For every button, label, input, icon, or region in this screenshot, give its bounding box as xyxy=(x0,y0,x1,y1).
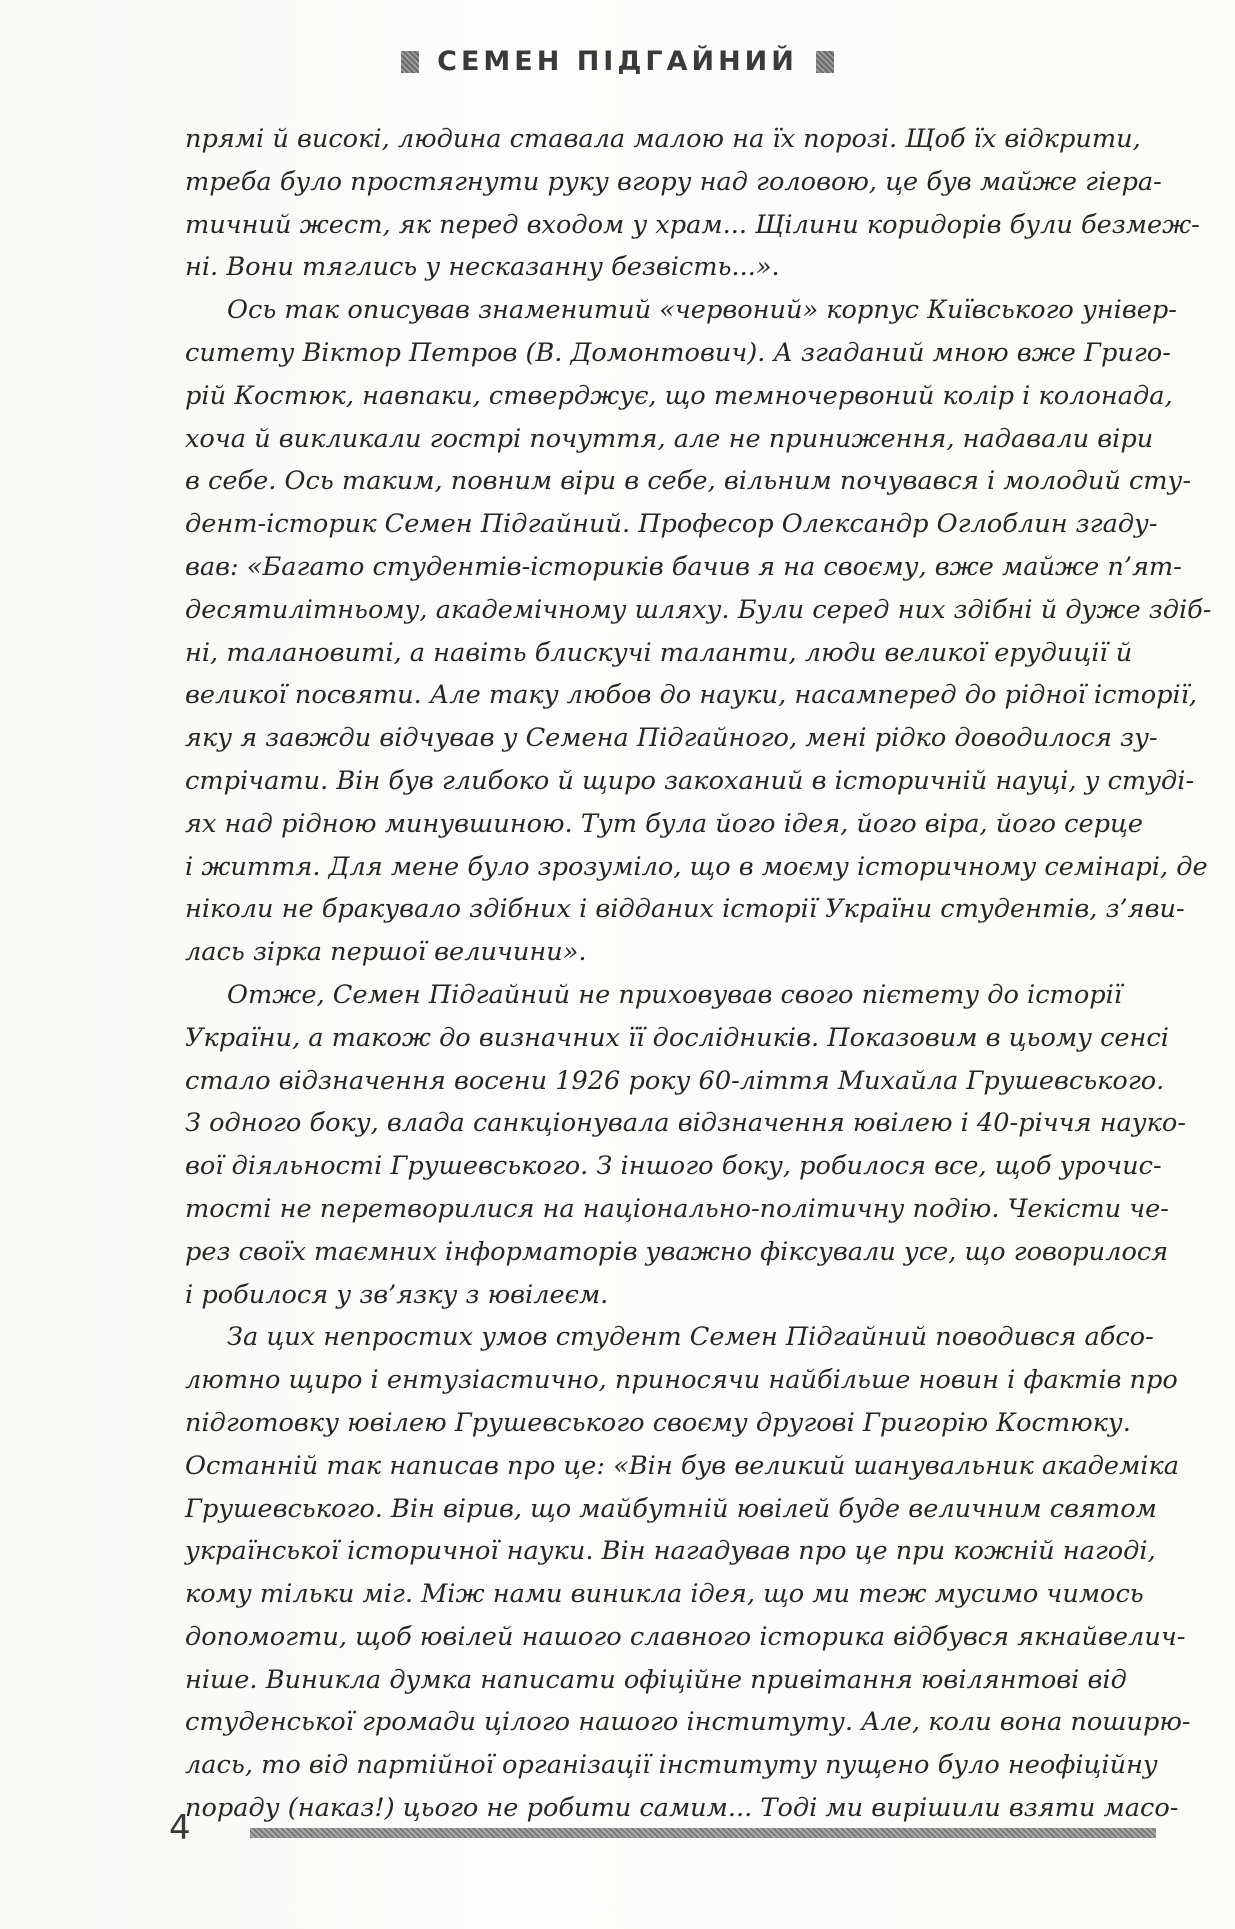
header-ornament-right xyxy=(816,51,834,73)
text-line: лась зірка першої величини». xyxy=(185,937,587,968)
running-header xyxy=(0,46,1235,77)
text-line: хоча й викликали гострі почуття, але не приниження, надавали віри xyxy=(185,423,1154,454)
text-line: великої посвяти. Але таку любов до науки, насамперед до рідної історії, xyxy=(185,680,1198,711)
text-line: допомогти, щоб ювілей нашого славного історика відбувся якнайвелич- xyxy=(185,1621,1186,1652)
text-line: ні, талановиті, а навіть блискучі таланти, люди великої ерудиції й xyxy=(185,637,1133,668)
text-line: ніше. Виникла думка написати офіційне привітання ювілянтові від xyxy=(185,1664,1127,1695)
text-line: стало відзначення восени 1926 року 60-ліття Михайла Грушевського. xyxy=(185,1065,1165,1096)
text-line: вав: «Багато студентів-істориків бачив я на своєму, вже майже п’ят- xyxy=(185,551,1182,582)
text-line: студенської громади цілого нашого інституту. Але, коли вона поширю- xyxy=(185,1707,1191,1738)
footer-rule xyxy=(250,1828,1156,1838)
text-line: тості не перетворилися на національно-політичну подію. Чекісти че- xyxy=(185,1193,1169,1224)
text-line: яку я завжди відчував у Семена Підгайного, мені рідко доводилося зу- xyxy=(185,723,1158,754)
text-line: української історичної науки. Він нагадував про це при кожній нагоді, xyxy=(185,1536,1156,1567)
text-line: З одного боку, влада санкціонувала відзначення ювілею і 40-річчя науко- xyxy=(185,1108,1186,1139)
text-line: Отже, Семен Підгайний не приховував свого пієтету до історії xyxy=(227,979,1122,1010)
body-text xyxy=(185,118,1212,1830)
text-line: ніколи не бракувало здібних і відданих історії України студентів, з’яви- xyxy=(185,894,1185,925)
text-line: кому тільки міг. Між нами виникла ідея, що ми теж мусимо чимось xyxy=(185,1579,1144,1610)
text-line: прямі й високі, людина ставала малою на їх порозі. Щоб їх відкрити, xyxy=(185,124,1141,154)
text-line: рій Костюк, навпаки, стверджує, що темночервоний колір і колонада, xyxy=(185,380,1173,411)
text-line: рез своїх таємних інформаторів уважно фіксували усе, що говорилося xyxy=(185,1236,1169,1267)
text-line: підготовку ювілею Грушевського своєму другові Григорію Костюку. xyxy=(185,1407,1131,1438)
text-line: Грушевського. Він вірив, що майбутній ювілей буде величним святом xyxy=(185,1493,1157,1524)
text-line: Ось так описував знаменитий «червоний» корпус Київського універ- xyxy=(227,295,1177,326)
text-line: і життя. Для мене було зрозуміло, що в моєму історичному семінарі, де xyxy=(185,851,1208,882)
page-number: 4 xyxy=(169,1808,191,1848)
text-line: ситету Віктор Петров (В. Домонтович). А згаданий мною вже Григо- xyxy=(185,337,1171,368)
text-line: треба було простягнути руку вгору над головою, це був майже гіера- xyxy=(185,166,1162,197)
text-line: десятилітньому, академічному шляху. Були серед них здібні й дуже здіб- xyxy=(185,594,1212,625)
text-line: України, а також до визначних її дослідників. Показовим в цьому сенсі xyxy=(185,1022,1169,1053)
text-line: стрічати. Він був глибоко й щиро закоханий в історичній науці, у студі- xyxy=(185,765,1195,796)
header-ornament-left xyxy=(401,51,419,73)
text-line: в себе. Ось таким, повним віри в себе, вільним почувався і молодий сту- xyxy=(185,466,1192,497)
text-line: Останній так написав про це: «Він був великий шанувальник академіка xyxy=(185,1450,1180,1481)
text-line: вої діяльності Грушевського. З іншого боку, робилося все, щоб урочис- xyxy=(185,1151,1162,1182)
text-line: лась, то від партійної організації інституту пущено було неофіційну xyxy=(185,1750,1158,1781)
text-line: ях над рідною минувшиною. Тут була його ідея, його віра, його серце xyxy=(185,808,1144,839)
text-line: і робилося у зв’язку з ювілеєм. xyxy=(185,1279,609,1310)
text-line: За цих непростих умов студент Семен Підгайний поводився абсо- xyxy=(227,1322,1154,1353)
text-line: ні. Вони тяглись у несказанну безвість...». xyxy=(185,252,780,283)
text-line: пораду (наказ!) цього не робити самим... Тоді ми вирішили взяти масо- xyxy=(185,1793,1179,1824)
running-header-title: СЕМЕН ПІДГАЙНИЙ xyxy=(437,46,798,77)
text-line: тичний жест, як перед входом у храм... Щілини коридорів були безмеж- xyxy=(185,209,1200,240)
text-line: дент-історик Семен Підгайний. Професор Олександр Оглоблин згаду- xyxy=(185,509,1158,540)
text-line: лютно щиро і ентузіастично, приносячи найбільше новин і фактів про xyxy=(185,1365,1178,1396)
